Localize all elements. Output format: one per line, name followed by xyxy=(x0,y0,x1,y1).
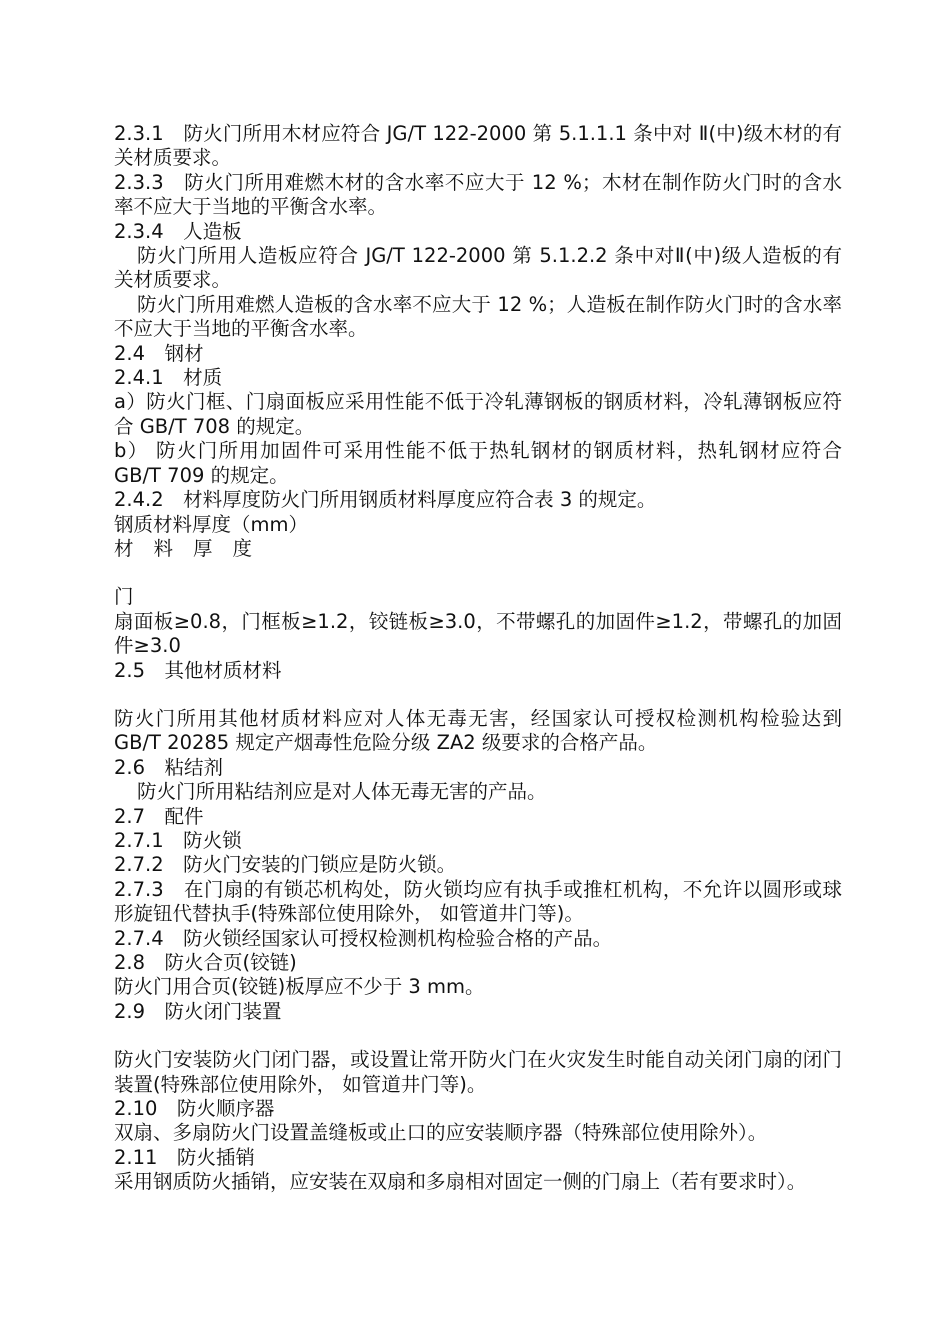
section-2-11-heading: 2.11 防火插销 xyxy=(114,1145,255,1169)
document-body xyxy=(114,122,842,1195)
clause-2-4-1-item-b: b） 防火门所用加固件可采用性能不低于热轧钢材的钢质材料，热轧钢材应符合 GB/T 709 的规定。 xyxy=(114,439,842,487)
spacer xyxy=(114,1024,842,1048)
section-2-6-heading: 2.6 粘结剂 xyxy=(114,755,224,779)
clause-2-7-2: 2.7.2 防火门安装的门锁应是防火锁。 xyxy=(114,853,457,877)
clause-2-3-4-para-2: 防火门所用难燃人造板的含水率不应大于 12 %；人造板在制作防火门时的含水率不应大于当地的平衡含水率。 xyxy=(114,292,842,341)
section-2-4-heading: 2.4 钢材 xyxy=(114,341,204,365)
clause-2-7-4: 2.7.4 防火锁经国家认可授权检测机构检验合格的产品。 xyxy=(114,926,613,950)
section-2-9-heading: 2.9 防火闭门装置 xyxy=(114,999,282,1023)
section-2-9-body: 防火门安装防火门闭门器，或设置让常开防火门在火灾发生时能自动关闭门扇的闭门装置(特殊部位使用除外， 如管道井门等)。 xyxy=(114,1048,842,1096)
section-2-7-heading: 2.7 配件 xyxy=(114,804,204,828)
clause-2-7-3: 2.7.3 在门扇的有锁芯机构处，防火锁均应有执手或推杠机构，不允许以圆形或球形旋钮代替执手(特殊部位使用除外， 如管道井门等)。 xyxy=(114,877,842,926)
table-caption: 钢质材料厚度（mm） xyxy=(114,512,308,536)
table-row-values: 扇面板≥0.8，门框板≥1.2，铰链板≥3.0，不带螺孔的加固件≥1.2，带螺孔的加固件≥3.0 xyxy=(114,609,842,658)
clause-2-4-2: 2.4.2 材料厚度防火门所用钢质材料厚度应符合表 3 的规定。 xyxy=(114,488,657,512)
clause-2-7-1: 2.7.1 防火锁 xyxy=(114,828,242,852)
spacer xyxy=(114,683,842,707)
section-2-10-body: 双扇、多扇防火门设置盖缝板或止口的应安装顺序器（特殊部位使用除外）。 xyxy=(114,1121,768,1145)
clause-2-3-4-para-1: 防火门所用人造板应符合 JG/T 122-2000 第 5.1.2.2 条中对Ⅱ(中)级人造板的有关材质要求。 xyxy=(114,244,842,292)
clause-2-4-1-item-a: a）防火门框、门扇面板应采用性能不低于冷轧薄钢板的钢质材料，冷轧薄钢板应符合 GB/T 708 的规定。 xyxy=(114,390,842,438)
section-2-5-body: 防火门所用其他材质材料应对人体无毒无害，经国家认可授权检测机构检验达到 GB/T 20285 规定产烟毒性危险分级 ZA2 级要求的合格产品。 xyxy=(114,706,842,755)
section-2-8-heading: 2.8 防火合页(铰链) xyxy=(114,951,297,974)
section-2-6-body: 防火门所用粘结剂应是对人体无毒无害的产品。 xyxy=(137,780,547,804)
table-spacer xyxy=(114,561,842,585)
clause-2-3-3: 2.3.3 防火门所用难燃木材的含水率不应大于 12 %；木材在制作防火门时的含水率不应大于当地的平衡含水率。 xyxy=(114,170,842,219)
table-header: 材料厚度 xyxy=(114,536,273,560)
section-2-5-heading: 2.5 其他材质材料 xyxy=(114,658,282,682)
section-2-8-body: 防火门用合页(铰链)板厚应不少于 3 mm。 xyxy=(114,975,485,999)
clause-2-3-1: 2.3.1 防火门所用木材应符合 JG/T 122-2000 第 5.1.1.1 条中对 Ⅱ(中)级木材的有关材质要求。 xyxy=(114,122,842,170)
section-2-11-body: 采用钢质防火插销，应安装在双扇和多扇相对固定一侧的门扇上（若有要求时）。 xyxy=(114,1170,807,1194)
clause-2-4-1-heading: 2.4.1 材质 xyxy=(114,366,223,390)
clause-2-3-4-heading: 2.3.4 人造板 xyxy=(114,219,242,243)
section-2-10-heading: 2.10 防火顺序器 xyxy=(114,1097,275,1121)
table-row-label: 门 xyxy=(114,585,134,609)
